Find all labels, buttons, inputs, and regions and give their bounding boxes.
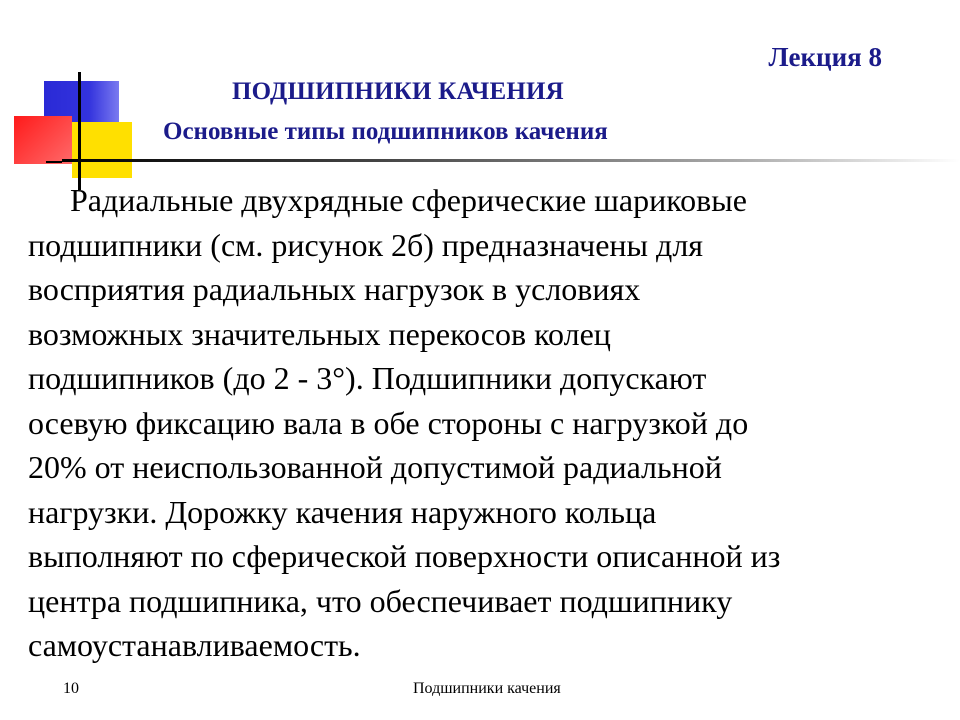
body-paragraph: Радиальные двухрядные сферические шариковые подшипники (см. рисунок 2б) предназначены для восприятия радиальных нагрузок в условиях возможных значительных перекосов колец подшипников (до 2 - 3°). Подшипники допускают осевую фиксацию вала в обе стороны с нагрузкой до 20% от неиспользованной допустимой радиальной нагрузки. Дорожку качения наружного кольца выполняют по сферической поверхности описанной из центра подшипника, что обеспечивает подшипнику самоустанавливаемость. xyxy=(28,182,781,663)
header-divider xyxy=(62,159,960,162)
page-number: 10 xyxy=(63,680,79,697)
lecture-number: Лекция 8 xyxy=(768,42,882,72)
decorative-vertical-line xyxy=(78,72,81,190)
decorative-horizontal-tick xyxy=(46,161,62,163)
decorative-yellow-square xyxy=(72,122,132,178)
decorative-red-square xyxy=(14,116,72,164)
slide-title: ПОДШИПНИКИ КАЧЕНИЯ xyxy=(232,78,564,105)
slide-subtitle: Основные типы подшипников качения xyxy=(163,118,608,145)
footer-title: Подшипники качения xyxy=(413,680,561,697)
